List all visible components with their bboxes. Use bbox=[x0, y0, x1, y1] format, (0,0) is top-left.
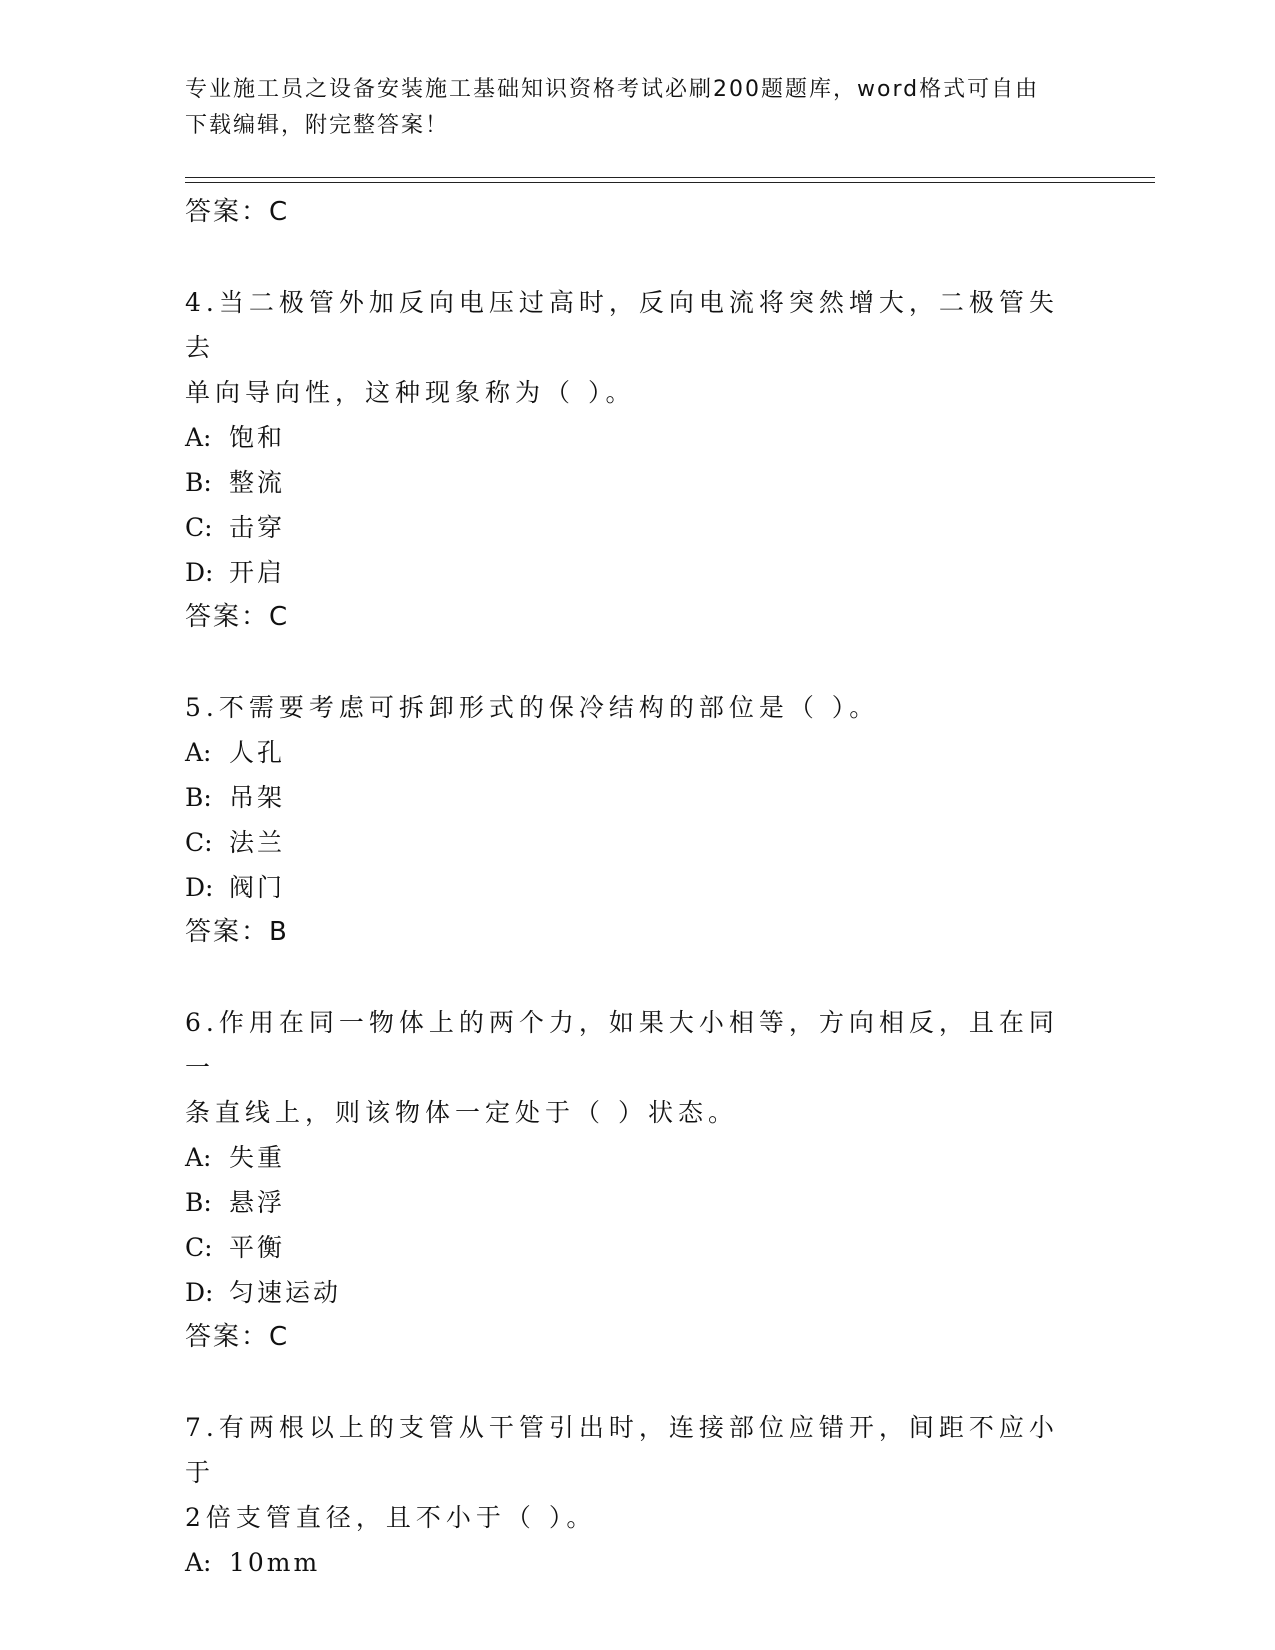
option-text: 吊架 bbox=[229, 783, 286, 812]
option-label: A: bbox=[185, 1143, 212, 1172]
option-a bbox=[185, 1135, 1085, 1180]
option-text: 饱和 bbox=[229, 423, 286, 452]
option-label: C: bbox=[185, 1233, 213, 1262]
option-text: 人孔 bbox=[229, 738, 286, 767]
header-title-line-1: 专业施工员之设备安装施工基础知识资格考试必刷200题题库，word格式可自由 bbox=[185, 77, 1040, 102]
header-title-line-2: 下载编辑，附完整答案！ bbox=[185, 113, 450, 138]
option-d bbox=[185, 550, 1085, 595]
question-list bbox=[185, 190, 1085, 1585]
option-b bbox=[185, 460, 1085, 505]
question-stem-line: 2倍支管直径，且不小于（ ）。 bbox=[185, 1503, 597, 1532]
option-text: 击穿 bbox=[229, 513, 286, 542]
option-label: C: bbox=[185, 828, 213, 857]
header-divider-bottom bbox=[185, 182, 1155, 183]
option-text: 整流 bbox=[229, 468, 286, 497]
header-divider-top bbox=[185, 177, 1155, 178]
question-stem bbox=[185, 685, 1085, 730]
question-4 bbox=[185, 280, 1085, 641]
option-text: 法兰 bbox=[229, 828, 286, 857]
option-text: 悬浮 bbox=[229, 1188, 286, 1217]
option-text: 开启 bbox=[229, 558, 286, 587]
option-label: D: bbox=[185, 873, 214, 902]
document-header bbox=[185, 72, 1065, 144]
option-d bbox=[185, 1270, 1085, 1315]
question-stem bbox=[185, 280, 1085, 415]
question-6 bbox=[185, 1000, 1085, 1361]
option-label: B: bbox=[185, 468, 212, 497]
question-stem bbox=[185, 1405, 1085, 1540]
option-label: D: bbox=[185, 558, 214, 587]
answer-line: 答案：C bbox=[185, 602, 290, 632]
option-label: C: bbox=[185, 513, 213, 542]
question-stem-line: 4.当二极管外加反向电压过高时，反向电流将突然增大，二极管失去 bbox=[185, 288, 1059, 362]
question-stem-line: 条直线上，则该物体一定处于（ ）状态。 bbox=[185, 1098, 738, 1127]
option-d bbox=[185, 865, 1085, 910]
option-text: 平衡 bbox=[229, 1233, 286, 1262]
answer-line: 答案：C bbox=[185, 1322, 290, 1352]
option-a bbox=[185, 1540, 1085, 1585]
question-5 bbox=[185, 685, 1085, 956]
option-a bbox=[185, 415, 1085, 460]
question-stem bbox=[185, 1000, 1085, 1135]
question-7 bbox=[185, 1405, 1085, 1585]
option-label: A: bbox=[185, 1548, 212, 1577]
option-label: D: bbox=[185, 1278, 214, 1307]
option-b bbox=[185, 1180, 1085, 1225]
question-stem-line: 6.作用在同一物体上的两个力，如果大小相等，方向相反，且在同一 bbox=[185, 1008, 1059, 1082]
answer-line: 答案：C bbox=[185, 197, 290, 227]
option-label: A: bbox=[185, 738, 212, 767]
question-stem-line: 5.不需要考虑可拆卸形式的保冷结构的部位是（ ）。 bbox=[185, 693, 880, 722]
option-text: 失重 bbox=[229, 1143, 286, 1172]
option-a bbox=[185, 730, 1085, 775]
question-stem-line: 单向导向性，这种现象称为（ ）。 bbox=[185, 378, 636, 407]
question-stem-line: 7.有两根以上的支管从干管引出时，连接部位应错开，间距不应小于 bbox=[185, 1413, 1059, 1487]
option-label: A: bbox=[185, 423, 212, 452]
option-b bbox=[185, 775, 1085, 820]
option-c bbox=[185, 820, 1085, 865]
option-c bbox=[185, 1225, 1085, 1270]
option-label: B: bbox=[185, 1188, 212, 1217]
option-c bbox=[185, 505, 1085, 550]
option-text: 10mm bbox=[229, 1548, 321, 1577]
option-text: 匀速运动 bbox=[229, 1278, 342, 1307]
option-label: B: bbox=[185, 783, 212, 812]
answer-line: 答案：B bbox=[185, 917, 289, 947]
option-text: 阀门 bbox=[229, 873, 286, 902]
